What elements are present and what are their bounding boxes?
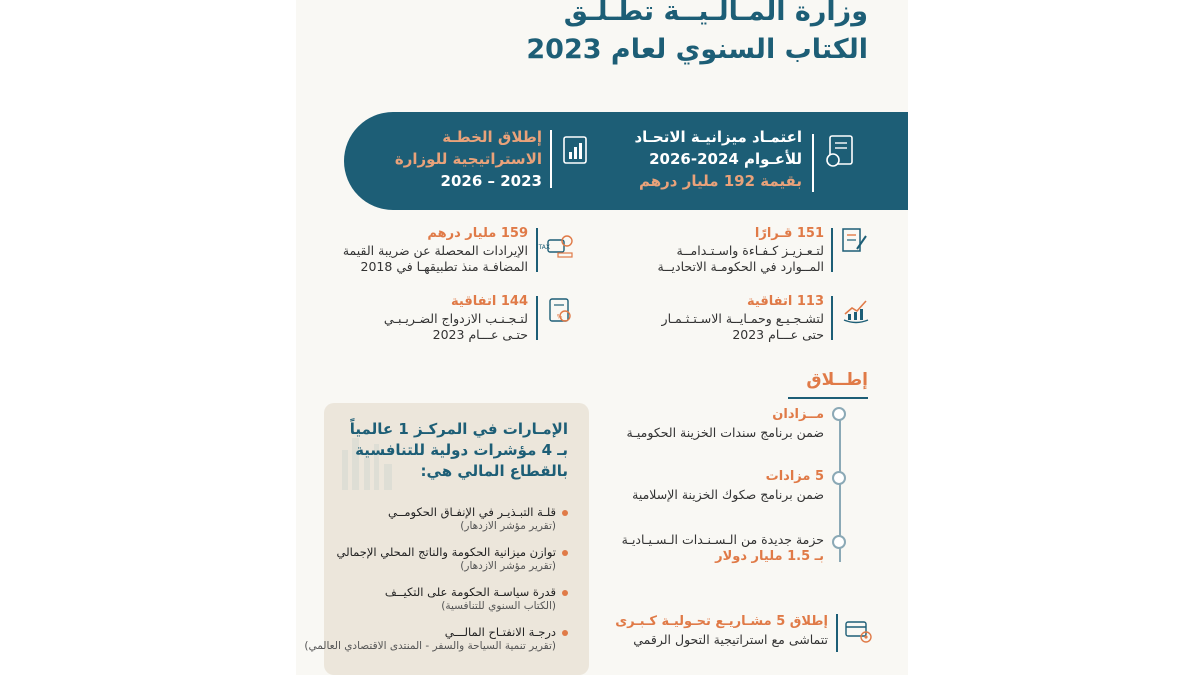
stat-divider [831, 228, 833, 272]
growth-chart-icon [842, 296, 870, 324]
title-line-1: وزارة المـالـيــة تطـلـق [563, 0, 868, 27]
decrees-line-2: المــوارد في الحكومـة الاتحاديــة [657, 259, 824, 274]
launch-item-2-title: 5 مزادات [765, 469, 824, 484]
budget-line-1: اعتمـاد ميزانيـة الاتحـاد [634, 128, 802, 146]
stat-divider [536, 228, 538, 272]
banner-divider-right [812, 134, 814, 192]
digital-title: إطلاق 5 مشـاريـع تحـوليـة كـبـرى [615, 614, 828, 629]
ranking-item-4-name: درجـة الانفتـاح المالـــي [444, 625, 556, 639]
ranking-bullet [562, 550, 568, 556]
vat-title: 159 مليار درهم [427, 226, 528, 241]
strategy-line-1: إطلاق الخطـة [442, 128, 542, 146]
launch-item-3-line-2: بـ 1.5 مليار دولار [715, 549, 824, 564]
launch-heading-rule [788, 397, 868, 399]
ranking-bullet [562, 630, 568, 636]
ranking-item-1-source: (تقرير مؤشر الازدهار) [460, 520, 556, 532]
ranking-item-4-source: (تقرير تنمية السياحة والسفر - المنتدى الاقتصادي العالمي) [304, 640, 556, 652]
infographic-sheet [296, 0, 908, 675]
tax-line-2: حتـى عـــام 2023 [432, 327, 528, 342]
digital-card-icon [844, 616, 872, 644]
vat-line-1: الإيرادات المحصلة عن ضريبة القيمة [342, 243, 528, 258]
ranking-item-3-source: (الكتاب السنوي للتنافسية) [441, 600, 556, 612]
decrees-line-1: لتـعـزيـز كـفـاءة واسـتـدامــة [676, 243, 824, 258]
invest-title: 113 اتفاقية [747, 294, 824, 309]
svg-text:%: % [556, 313, 563, 321]
ranking-bullet [562, 510, 568, 516]
ranking-item-2-source: (تقرير مؤشر الازدهار) [460, 560, 556, 572]
launch-heading: إطــلاق [806, 370, 868, 390]
budget-icon [824, 134, 856, 170]
launch-item-3-line-1: حزمة جديدة من الـسـنـدات الـسـيـاديـة [621, 532, 824, 547]
ranking-item-1-name: قلـة التبـذيـر في الإنفـاق الحكومــي [388, 505, 556, 519]
stat-divider [536, 296, 538, 340]
stat-divider [836, 614, 838, 652]
tax-title: 144 اتفاقية [451, 294, 528, 309]
ranking-head-1: الإمـارات في المركـز 1 عالمياً [349, 420, 568, 438]
invest-line-1: لتشـجـيـع وحمـايــة الاسـتـثـمـار [661, 311, 824, 326]
decrees-title: 151 قـرارًا [754, 226, 824, 241]
ranking-head-2: بـ 4 مؤشرات دولية للتنافسية [355, 441, 568, 459]
launch-item-2-line: ضمن برنامج صكوك الخزينة الإسلامية [632, 487, 824, 502]
ranking-head-3: بالقطاع المالي هي: [420, 462, 568, 480]
invest-line-2: حتى عـــام 2023 [732, 327, 824, 342]
ranking-item-2-name: توازن ميزانية الحكومة والناتج المحلي الإجمالي [336, 545, 556, 559]
strategy-line-3: 2023 – 2026 [440, 172, 542, 190]
stat-divider [831, 296, 833, 340]
budget-line-2: للأعـوام 2024-2026 [649, 150, 802, 168]
tax-coins-icon [538, 232, 574, 260]
ranking-bullet [562, 590, 568, 596]
budget-line-3: بقيمة 192 مليار درهم [639, 172, 802, 190]
launch-item-1-line: ضمن برنامج سندات الخزينة الحكوميـة [626, 425, 824, 440]
skyline-watermark [336, 430, 416, 490]
digital-line: تتماشى مع استراتيجية التحول الرقمي [633, 632, 828, 647]
timeline-dot [832, 407, 846, 421]
contract-icon [840, 226, 868, 254]
vat-line-2: المضافـة منذ تطبيقهـا في 2018 [360, 259, 528, 274]
timeline-dot [832, 471, 846, 485]
launch-item-1-title: مــزادان [772, 407, 824, 422]
strategy-icon [561, 134, 593, 166]
strategy-line-2: الاستراتيجية للوزارة [394, 150, 542, 168]
svg-text:TAX: TAX [538, 244, 550, 251]
document-percent-icon [546, 296, 574, 324]
ranking-item-3-name: قدرة سياسـة الحكومة على التكيــف [384, 585, 556, 599]
title-line-2: الكتاب السنوي لعام 2023 [526, 34, 868, 65]
timeline-dot [832, 535, 846, 549]
tax-line-1: لتـجـنـب الازدواج الضـريـبـي [383, 311, 528, 326]
banner-divider-left [550, 130, 552, 188]
